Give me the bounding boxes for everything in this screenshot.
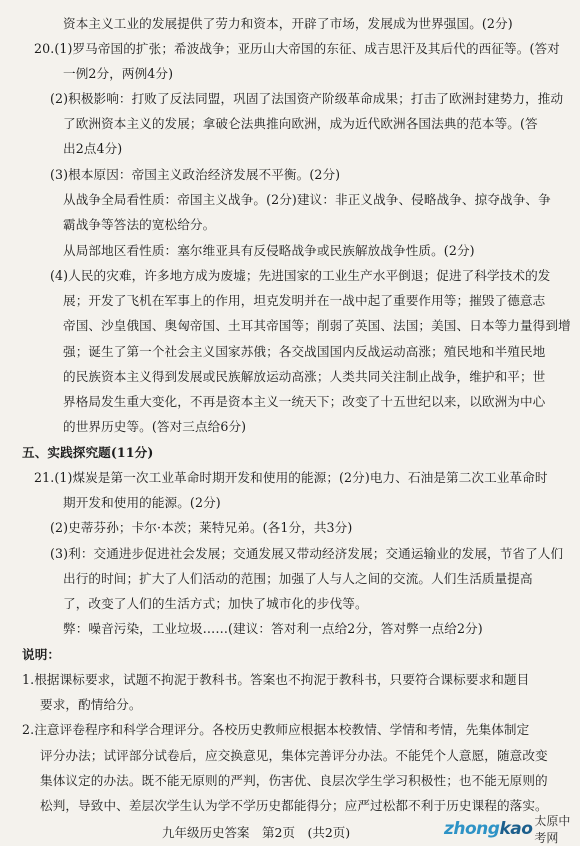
text-line: 一例2分，两例4分)	[63, 66, 174, 81]
watermark-logo: zhongkao	[444, 819, 533, 839]
text-line: 21.(1)煤炭是第一次工业革命时期开发和使用的能源；(2分)电力、石油是第二次工业革命时	[34, 470, 548, 485]
text-line: 集体议定的办法。既不能无原则的严判，伤害优、良层次学生学习积极性；也不能无原则的	[40, 773, 548, 788]
text-line: 1.根据课标要求，试题不拘泥于教科书。答案也不拘泥于教科书，只要符合课标要求和题目	[22, 672, 530, 687]
text-line: 霸战争等答法的宽松给分。	[63, 217, 216, 232]
page-footer: 九年级历史答案 第2页 (共2页)	[162, 825, 351, 840]
text-line: 强；诞生了第一个社会主义国家苏俄；各交战国国内反战运动高涨；殖民地和半殖民地	[63, 344, 546, 359]
text-line: 资本主义工业的发展提供了劳力和资本，开辟了市场，发展成为世界强国。(2分)	[63, 16, 513, 31]
text-line: (3)利：交通进步促进社会发展；交通发展又带动经济发展；交通运输业的发展，节省了人们	[50, 546, 564, 561]
text-line: 帝国、沙皇俄国、奥匈帝国、土耳其帝国等；削弱了英国、法国；美国、日本等力量得到增	[63, 318, 571, 333]
text-line: (2)史蒂芬孙；卡尔·本茨；莱特兄弟。(各1分，共3分)	[50, 520, 353, 535]
site-watermark	[444, 814, 580, 845]
section-heading: 五、实践探究题(11分)	[22, 445, 154, 460]
text-line: 展；开发了飞机在军事上的作用，坦克发明并在一战中起了重要作用等；摧毁了德意志	[63, 293, 546, 308]
text-line: 了，改变了人们的生活方式；加快了城市化的步伐等。	[63, 596, 368, 611]
text-line: 20.(1)罗马帝国的扩张；希波战争；亚历山大帝国的东征、成吉思汗及其后代的西征等。(答对	[34, 41, 560, 56]
text-line: 要求，酌情给分。	[40, 697, 142, 712]
text-line: 了欧洲资本主义的发展；拿破仑法典推向欧洲，成为近代欧洲各国法典的范本等。(答	[63, 116, 538, 131]
text-line: 的民族资本主义得到发展或民族解放运动高涨；人类共同关注制止战争，维护和平；世	[63, 369, 546, 384]
text-line: 从战争全局看性质：帝国主义战争。(2分)建议：非正义战争、侵略战争、掠夺战争、争	[63, 192, 551, 207]
text-line: 松判，导致中、差层次学生认为学不学历史都能得分；应严过松都不利于历史课程的落实。	[40, 798, 548, 813]
text-line: 弊：噪音污染，工业垃圾……(建议：答对利一点给2分，答对弊一点给2分)	[63, 621, 483, 636]
text-line: (2)积极影响：打败了反法同盟，巩固了法国资产阶级革命成果；打击了欧洲封建势力，推动	[50, 91, 564, 106]
text-line: (4)人民的灾难，许多地方成为废墟；先进国家的工业生产水平倒退；促进了科学技术的发	[50, 268, 551, 283]
text-line: 的世界历史等。(答对三点给6分)	[63, 419, 247, 434]
text-line: 出2点4分)	[63, 141, 123, 156]
text-line: 界格局发生重大变化，不再是资本主义一统天下；改变了十五世纪以来，以欧洲为中心	[63, 394, 546, 409]
text-line: 评分办法；试评部分试卷后，应交换意见，集体完善评分办法。不能凭个人意愿，随意改变	[40, 748, 548, 763]
watermark-site-name: 太原中考网	[534, 814, 571, 845]
text-line: 从局部地区看性质：塞尔维亚具有反侵略战争或民族解放战争性质。(2分)	[63, 243, 475, 258]
text-line: 出行的时间；扩大了人们活动的范围；加强了人与人之间的交流。人们生活质量提高	[63, 571, 533, 586]
text-line: (3)根本原因：帝国主义政治经济发展不平衡。(2分)	[50, 167, 341, 182]
text-line: 期开发和使用的能源。(2分)	[63, 495, 221, 510]
notes-heading: 说明：	[22, 647, 61, 662]
text-line: 2.注意评卷程序和科学合理评分。各校历史教师应根据本校教情、学情和考情，先集体制定	[22, 722, 530, 737]
